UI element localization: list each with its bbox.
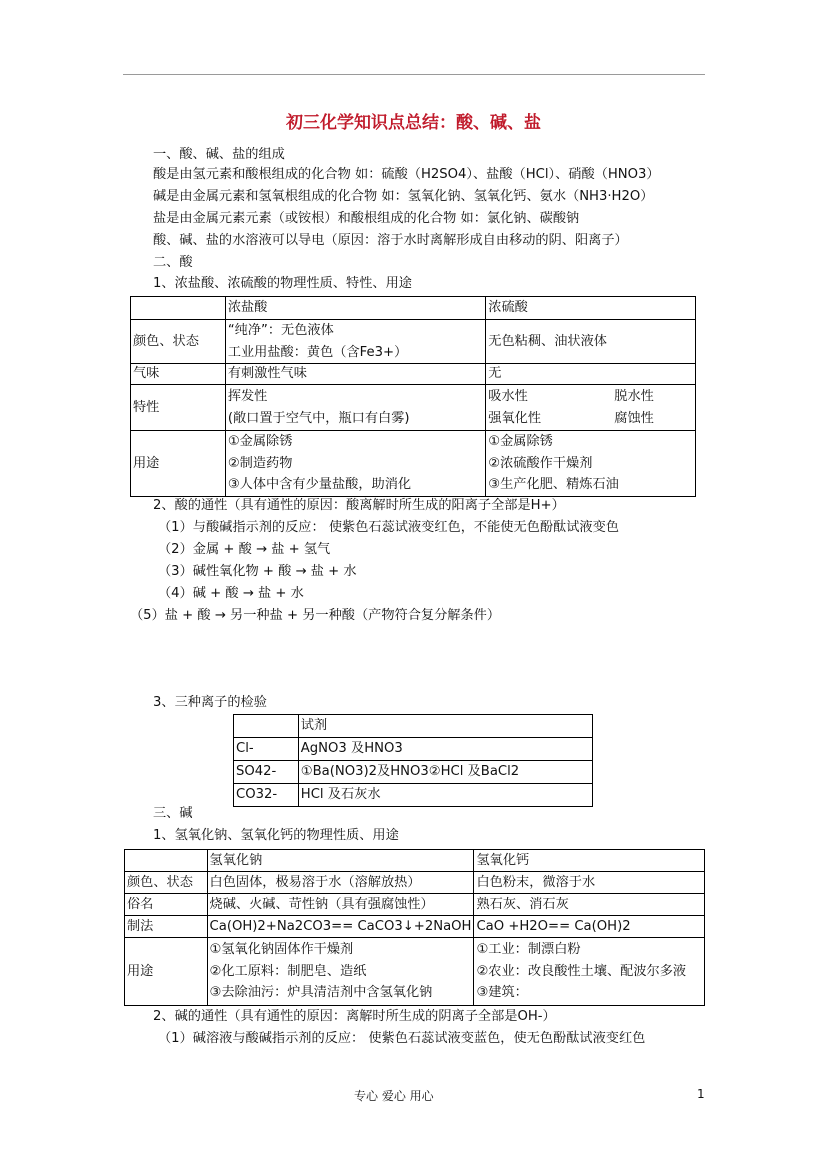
section3-heading: 三、碱 xyxy=(153,806,193,821)
table-header-cell: 试剂 xyxy=(298,715,592,738)
property-text: 脱水性 xyxy=(614,389,654,404)
table-cell xyxy=(225,320,485,364)
acid-property: （5）盐 + 酸 → 另一种盐 + 另一种酸（产物符合复分解条件） xyxy=(130,608,501,623)
table-header-cell: 浓盐酸 xyxy=(225,297,485,320)
base-table-caption: 1、氢氧化钠、氢氧化钙的物理性质、用途 xyxy=(153,828,399,843)
cell-line xyxy=(488,408,693,430)
table-row xyxy=(234,738,593,761)
row-label: 特性 xyxy=(131,385,226,431)
table-row xyxy=(125,850,705,872)
table-cell: 无色粘稠、油状液体 xyxy=(486,320,696,364)
cell-line: ②浓硫酸作干燥剂 xyxy=(488,455,593,471)
table-cell: 有刺激性气味 xyxy=(225,364,485,385)
table-cell: CaO +H2O== Ca(OH)2 xyxy=(474,916,705,938)
cell-line: (敞口置于空气中，瓶口有白雾) xyxy=(227,410,410,426)
row-label: 俗名 xyxy=(125,894,208,916)
table-row xyxy=(125,894,705,916)
cell-line: ①氢氧化钠固体作干燥剂 xyxy=(209,942,354,958)
ion-cell: Cl- xyxy=(234,738,299,761)
cell-line: ①金属除锈 xyxy=(488,434,553,450)
base-general-properties-heading: 2、碱的通性（具有通性的原因：离解时所生成的阴离子全部是OH-） xyxy=(153,1009,556,1024)
table-header-cell: 氢氧化钠 xyxy=(207,850,474,872)
property-text: 腐蚀性 xyxy=(614,410,654,426)
row-label: 用途 xyxy=(131,431,226,497)
table-row xyxy=(131,385,696,431)
section1-line: 盐是由金属元素元素（或铵根）和酸根组成的化合物 如：氯化钠、碳酸钠 xyxy=(153,211,580,226)
table-row xyxy=(131,431,696,497)
cell-line: ①金属除锈 xyxy=(227,434,293,450)
table-row xyxy=(125,872,705,894)
table-row xyxy=(234,761,593,784)
row-label: 颜色、状态 xyxy=(125,872,208,894)
table-cell: 熟石灰、消石灰 xyxy=(474,894,705,916)
table-cell: 白色粉末，微溶于水 xyxy=(474,872,705,894)
ion-cell: SO42- xyxy=(234,761,299,784)
reagent-cell: HCl 及石灰水 xyxy=(298,784,592,807)
cell-line: 工业用盐酸：黄色（含Fe3+） xyxy=(227,344,408,360)
table-row xyxy=(125,938,705,1006)
table-header-cell xyxy=(234,715,299,738)
acid-property: （4）碱 + 酸 → 盐 + 水 xyxy=(158,586,304,601)
table-cell xyxy=(225,385,485,431)
table-cell xyxy=(207,938,474,1006)
header-rule xyxy=(123,74,705,75)
cell-line: ②农业：改良酸性土壤、配波尔多液 xyxy=(476,963,687,979)
table-row xyxy=(234,784,593,807)
table-cell xyxy=(486,431,696,497)
table-cell: 无 xyxy=(486,364,696,385)
cell-line: “纯净”：无色液体 xyxy=(227,323,334,338)
cell-line: ③人体中含有少量盐酸，助消化 xyxy=(227,477,412,493)
cell-line xyxy=(488,386,693,408)
section1-line: 酸是由氢元素和酸根组成的化合物 如：硫酸（H2SO4）、盐酸（HCl）、硝酸（HNO3） xyxy=(153,167,660,182)
property-text: 强氧化性 xyxy=(488,410,542,426)
acid-general-properties-heading: 2、酸的通性（具有通性的原因：酸离解时所生成的阳离子全部是H+） xyxy=(153,498,565,513)
row-label: 气味 xyxy=(131,364,226,385)
table-row xyxy=(131,364,696,385)
cell-line: ③生产化肥、精炼石油 xyxy=(488,477,619,493)
section1-heading: 一、酸、碱、盐的组成 xyxy=(153,147,285,162)
row-label: 制法 xyxy=(125,916,208,938)
reagent-cell: AgNO3 及HNO3 xyxy=(298,738,592,761)
table-header-cell: 氢氧化钙 xyxy=(474,850,705,872)
cell-line: ③去除油污：炉具清洁剂中含氢氧化钠 xyxy=(209,985,433,1001)
property-text: 吸水性 xyxy=(488,389,528,404)
table-row xyxy=(131,297,696,320)
table-cell: 白色固体，极易溶于水（溶解放热） xyxy=(207,872,474,894)
cell-line: ①工业：制漂白粉 xyxy=(476,942,581,958)
section1-line: 碱是由金属元素和氢氧根组成的化合物 如：氢氧化钠、氢氧化钙、氨水（NH3·H2O） xyxy=(153,189,654,204)
cell-line: ②化工原料：制肥皂、造纸 xyxy=(209,963,367,979)
cell-line: 挥发性 xyxy=(227,389,268,404)
ion-cell: CO32- xyxy=(234,784,299,807)
page-number: 1 xyxy=(697,1087,705,1101)
table-header-cell xyxy=(125,850,208,872)
acid-property: （1）与酸碱指示剂的反应： 使紫色石蕊试液变红色，不能使无色酚酞试液变色 xyxy=(158,520,619,535)
section1-line: 酸、碱、盐的水溶液可以导电（原因：溶于水时离解形成自由移动的阴、阳离子） xyxy=(153,233,628,248)
table-cell xyxy=(474,938,705,1006)
table-row xyxy=(234,715,593,738)
page-title: 初三化学知识点总结：酸、碱、盐 xyxy=(286,113,541,133)
acid-table-caption: 1、浓盐酸、浓硫酸的物理性质、特性、用途 xyxy=(153,276,412,291)
section2-heading: 二、酸 xyxy=(153,255,193,270)
footer-motto: 专心 爱心 用心 xyxy=(354,1089,434,1103)
row-label: 颜色、状态 xyxy=(131,320,226,364)
table-cell xyxy=(225,431,485,497)
reagent-cell: ①Ba(NO3)2及HNO3②HCl 及BaCl2 xyxy=(298,761,592,784)
table-row xyxy=(131,320,696,364)
table-header-cell xyxy=(131,297,226,320)
ion-test-table xyxy=(233,714,593,807)
base-properties-table xyxy=(124,849,705,1006)
cell-line: ②制造药物 xyxy=(227,455,293,471)
row-label: 用途 xyxy=(125,938,208,1006)
table-header-cell: 浓硫酸 xyxy=(486,297,696,320)
cell-line: ③建筑： xyxy=(476,985,528,1001)
acid-property: （2）金属 + 酸 → 盐 + 氢气 xyxy=(158,542,331,557)
table-cell: Ca(OH)2+Na2CO3== CaCO3↓+2NaOH xyxy=(207,916,474,938)
acid-property: （3）碱性氧化物 + 酸 → 盐 + 水 xyxy=(158,564,357,579)
base-property: （1）碱溶液与酸碱指示剂的反应： 使紫色石蕊试液变蓝色，使无色酚酞试液变红色 xyxy=(158,1031,646,1046)
table-row xyxy=(125,916,705,938)
acid-properties-table xyxy=(130,296,696,497)
table-cell: 烧碱、火碱、苛性钠（具有强腐蚀性） xyxy=(207,894,474,916)
ion-test-heading: 3、三种离子的检验 xyxy=(153,695,267,710)
table-cell xyxy=(486,385,696,431)
